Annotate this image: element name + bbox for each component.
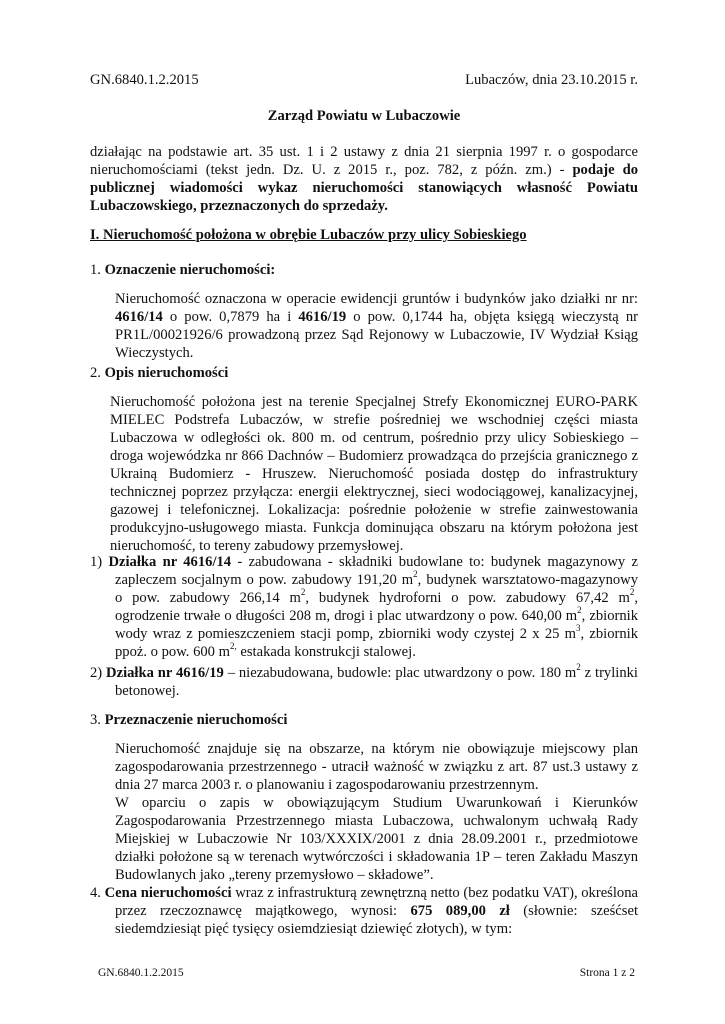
section-4-text: (słownie: sześćset siedemdziesiąt pięć tysięcy osiemdziesiąt dziewięć złotych), w tym: — [115, 903, 638, 937]
intro-paragraph — [90, 143, 638, 215]
s1-parcel-2: 4616/19 — [298, 309, 347, 325]
reference-number: GN.6840.1.2.2015 — [90, 72, 199, 88]
section-2-title: Opis nieruchomości — [104, 365, 229, 381]
s1-text-d: o pow. 0,1744 ha, objęta księgą wieczystą nr PR1L/00021926/6 prowadzoną przez Sąd Rejonowy w Lubaczowie, IV Wydział Ksiąg Wieczystych. — [115, 309, 638, 361]
intro-text: działając na podstawie art. 35 ust. 1 i 2 ustawy z dnia 21 sierpnia 1997 r. o gospodarce nieruchomościami (tekst jedn. Dz. U. z 2015 r., poz. 782, z późn. zm.) - — [90, 144, 638, 178]
parcel-1-text: - zabudowana - składniki budowlane to: budynek magazynowy z zapleczem socjalnym o pow. zabudowy 191,20 m — [115, 554, 638, 588]
sup: 2 — [629, 587, 635, 598]
parcel-2-description — [90, 662, 638, 700]
section-3-heading — [90, 711, 638, 729]
section-2-number: 2. — [90, 365, 101, 381]
parcel-1-text: estakada konstrukcji stalowej. — [236, 644, 416, 660]
section-4-title: Cena nieruchomości — [104, 885, 232, 901]
parcel-2-number: 2) — [90, 665, 103, 681]
sup: 2 — [577, 605, 582, 616]
document-title: Zarząd Powiatu w Lubaczowie — [267, 108, 461, 124]
sup: 2 — [413, 569, 418, 580]
section-heading: I. Nieruchomość położona w obrębie Lubaczów przy ulicy Sobieskiego — [90, 227, 527, 243]
section-1-number: 1. — [90, 262, 101, 278]
parcel-2-text: – niezabudowana, budowle: plac utwardzony o pow. 180 m — [223, 665, 577, 681]
place-and-date: Lubaczów, dnia 23.10.2015 r. — [465, 72, 638, 88]
section-1-heading — [90, 261, 638, 279]
section-2-heading — [90, 364, 638, 382]
section-2-paragraph: Nieruchomość położona jest na terenie Specjalnej Strefy Ekonomicznej EURO-PARK MIELEC Podstrefa Lubaczów, w strefie pośredniej we wschodniej części miasta Lubaczowa w odległości ok. 800 m. od centrum, pośrednio przy ulicy Sobieskiego – droga wojewódzka nr 866 Dachnów – Budomierz prowadząca do przejścia granicznego z Ukrainą Budomierz - Hruszew. Nieruchomość posiada dostęp do infrastruktury technicznej poprzez przyłącza: energii elektrycznej, sieci wodociągowej, kanalizacyjnej, gazowej i telefonicznej. Lokalizacja: pośrednie położenie w strefie zainwestowania produkcyjno-usługowego miasta. Funkcja dominująca obszaru na którym położona jest nieruchomość, to tereny zabudowy przemysłowej. — [110, 394, 638, 554]
parcel-2-text: z trylinki betonowej. — [115, 665, 638, 699]
section-3-paragraph-1: Nieruchomość znajduje się na obszarze, na którym nie obowiązuje miejscowy plan zagospodarowania przestrzennego - utracił ważność w związku z art. 87 ust.3 ustawy z dnia 27 marca 2003 r. o planowaniu i zagospodarowaniu przestrzennym. — [115, 741, 638, 793]
section-3-title: Przeznaczenie nieruchomości — [104, 712, 288, 728]
section-4-text: wraz z infrastrukturą zewnętrzną netto (bez podatku VAT), określona przez rzeczoznawcę majątkowego, wynosi: — [115, 885, 638, 919]
page-number: Strona 1 z 2 — [579, 967, 635, 979]
s1-text-c: o pow. 0,7879 ha i — [162, 309, 299, 325]
sup: 2 — [300, 587, 306, 598]
parcel-1-text: , budynek hydroforni o pow. zabudowy 67,42 m — [305, 590, 630, 606]
section-1-paragraph — [115, 290, 638, 362]
parcel-1-text: , ogrodzenie trwałe o długości 208 m, drogi i plac utwardzony o pow. 640,00 m — [115, 590, 638, 624]
footer-reference: GN.6840.1.2.2015 — [98, 967, 184, 979]
parcel-2-label: Działka nr 4616/19 — [106, 665, 224, 681]
sup: 2, — [229, 641, 237, 652]
parcel-1-label: Działka nr 4616/14 — [108, 554, 232, 570]
s1-text-a: Nieruchomość oznaczona w operacie ewidencji gruntów i budynków jako działki nr nr: — [115, 291, 638, 307]
header — [90, 71, 638, 89]
intro-bold: podaje do publicznej wiadomości wykaz nieruchomości stanowiących własność Powiatu Lubaczowskiego, przeznaczonych do sprzedaży. — [90, 162, 638, 214]
section-1-title: Oznaczenie nieruchomości: — [104, 262, 276, 278]
price: 675 089,00 zł — [410, 903, 510, 919]
parcel-1-description — [90, 553, 639, 661]
parcel-1-text: , zbiornik wody wraz z pomieszczeniem stacji pomp, zbiorniki wody czystej 2 x 25 m — [115, 608, 638, 642]
footer — [98, 967, 635, 979]
s1-parcel-1: 4616/14 — [115, 309, 163, 325]
sup: 2 — [576, 662, 581, 673]
section-4-number: 4. — [90, 885, 101, 901]
parcel-1-text: , zbiornik ppoż. o pow. 600 m — [115, 626, 639, 660]
section-3-paragraph-2: W oparciu o zapis w obowiązującym Studium Uwarunkowań i Kierunków Zagospodarowania Przestrzennego miasta Lubaczowa, uchwalonym uchwałą Rady Miejskiej w Lubaczowie Nr 103/XXXIX/2001 z dnia 28.09.2001 r., przedmiotowe działki położone są w terenach wytwórczości i składowania 1P – teren Zakładu Maszyn Budowlanych jako „tereny przemysłowo – składowe”. — [115, 795, 638, 883]
section-3-number: 3. — [90, 712, 101, 728]
section-4-paragraph — [90, 884, 638, 938]
parcel-1-text: , budynek warsztatowo-magazynowy o pow. zabudowy 266,14 m — [115, 572, 639, 606]
parcel-1-number: 1) — [90, 554, 103, 570]
sup: 3 — [576, 623, 581, 634]
